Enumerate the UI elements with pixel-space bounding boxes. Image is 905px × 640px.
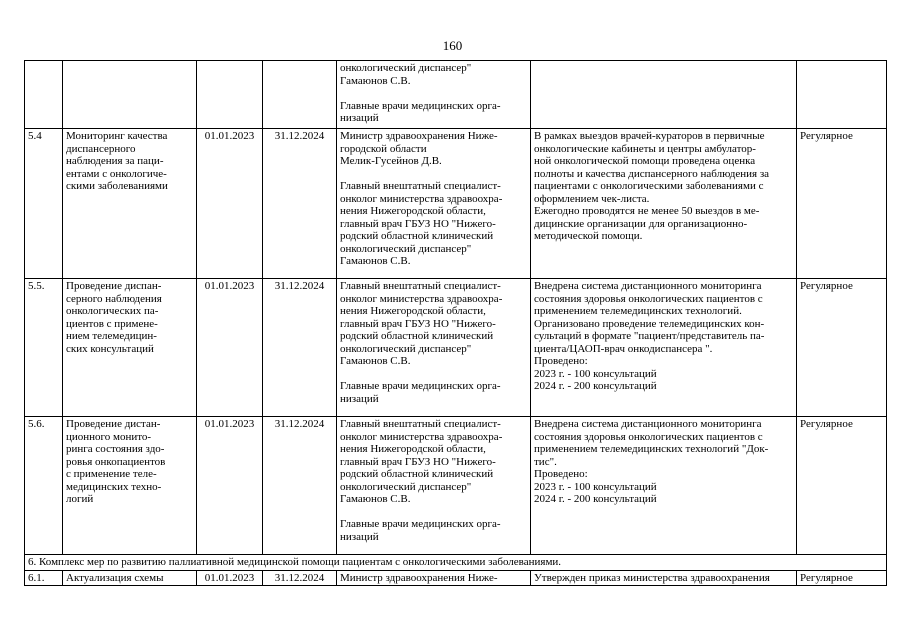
row-number [25,61,63,129]
end-date [263,61,337,129]
table-row [25,279,887,417]
executors: Главный внештатный специалист- онколог министерства здравоохра- нения Нижегородской области, главный врач ГБУЗ НО "Нижего- родский областной клинический онкологический диспансер" Гамаюнов С.В. Главные врачи медицинских орга- низаций [337,417,531,555]
status: Регулярное [797,279,887,417]
row-number: 6.1. [25,570,63,586]
table-row [25,61,887,129]
measure-name: Проведение диспан- серного наблюдения онкологических па- циентов с примене- нием телемедицин- ских консультаций [63,279,197,417]
start-date [197,61,263,129]
result: Утвержден приказ министерства здравоохранения [531,570,797,586]
result: В рамках выездов врачей-кураторов в первичные онкологические кабинеты и центры амбулатор- ной онкологической помощи проведена оценка полноты и качества диспансерного наблюдения за пациентами с онкологическими заболеваниями с оформлением чек-листа. Ежегодно проводятся не менее 50 выездов в ме- дицинские организации для организационно- методической помощи. [531,129,797,279]
result: Внедрена система дистанционного мониторинга состояния здоровья онкологических пациентов с применением телемедицинских технологий. Организовано проведение телемедицинских кон- сультаций в формате "пациент/представитель па- циента/ЦАОП-врач онкодиспансера ". Проведено: 2023 г. - 100 консультаций 2024 г. - 200 консультаций [531,279,797,417]
table-row [25,570,887,586]
status: Регулярное [797,129,887,279]
end-date: 31.12.2024 [263,417,337,555]
measure-name: Мониторинг качества диспансерного наблюдения за паци- ентами с онкологиче- скими заболеваниями [63,129,197,279]
start-date: 01.01.2023 [197,129,263,279]
executors: Министр здравоохранения Ниже- городской области Мелик-Гусейнов Д.В. Главный внештатный специалист- онколог министерства здравоохра- нения Нижегородской области, главный врач ГБУЗ НО "Нижего- родский областной клинический онкологический диспансер" Гамаюнов С.В. [337,129,531,279]
status: Регулярное [797,417,887,555]
status: Регулярное [797,570,887,586]
executors: онкологический диспансер" Гамаюнов С.В. Главные врачи медицинских орга- низаций [337,61,531,129]
measure-name: Проведение дистан- ционного монито- ринга состояния здо- ровья онкопациентов с применение теле- медицинских техно- логий [63,417,197,555]
page-number: 160 [442,38,463,53]
executors: Главный внештатный специалист- онколог министерства здравоохра- нения Нижегородской области, главный врач ГБУЗ НО "Нижего- родский областной клинический онкологический диспансер" Гамаюнов С.В. Главные врачи медицинских орга- низаций [337,279,531,417]
measure-name: Актуализация схемы [63,570,197,586]
result: Внедрена система дистанционного мониторинга состояния здоровья онкологических пациентов с применением телемедицинских технологий "Док- тис". Проведено: 2023 г. - 100 консультаций 2024 г. - 200 консультаций [531,417,797,555]
measure-name [63,61,197,129]
section-heading-row [25,555,887,571]
start-date: 01.01.2023 [197,570,263,586]
end-date: 31.12.2024 [263,279,337,417]
table-row [25,417,887,555]
start-date: 01.01.2023 [197,417,263,555]
end-date: 31.12.2024 [263,129,337,279]
measures-table [24,60,887,586]
table-row [25,129,887,279]
start-date: 01.01.2023 [197,279,263,417]
section-heading: 6. Комплекс мер по развитию паллиативной медицинской помощи пациентам с онкологическими заболеваниями. [25,555,887,571]
executors: Министр здравоохранения Ниже- [337,570,531,586]
result [531,61,797,129]
row-number: 5.5. [25,279,63,417]
end-date: 31.12.2024 [263,570,337,586]
row-number: 5.6. [25,417,63,555]
row-number: 5.4 [25,129,63,279]
status [797,61,887,129]
